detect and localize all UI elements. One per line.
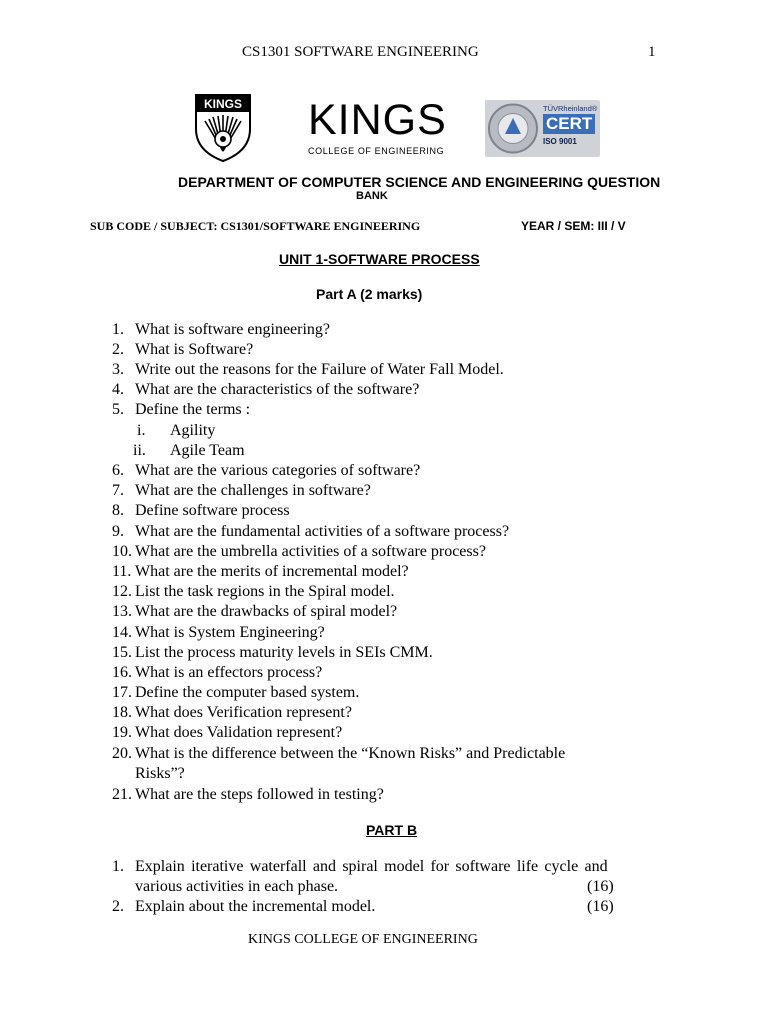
sub-item-text: Agile Team: [170, 442, 245, 459]
question-number: 1.: [112, 321, 124, 338]
question-text: Explain iterative waterfall and spiral model for software life cycle and: [135, 858, 608, 875]
page-footer: KINGS COLLEGE OF ENGINEERING: [248, 932, 478, 947]
cert-label: CERT: [543, 114, 595, 134]
question-number: 4.: [112, 381, 124, 398]
question-text: What is Software?: [135, 341, 254, 358]
question-text: What are the drawbacks of spiral model?: [135, 603, 398, 620]
question-number: 10.: [112, 543, 132, 560]
sub-item-number: ii.: [133, 442, 146, 459]
part-a-title: Part A (2 marks): [316, 286, 423, 302]
cert-iso-label: ISO 9001: [543, 137, 577, 146]
sub-item-text: Agility: [170, 422, 216, 439]
question-number: 13.: [112, 603, 132, 620]
subject-code: SUB CODE / SUBJECT: CS1301/SOFTWARE ENGINEERING: [90, 219, 421, 233]
question-number: 17.: [112, 684, 132, 701]
question-number: 20.: [112, 745, 132, 762]
question-text-continuation: various activities in each phase.: [135, 878, 339, 895]
question-text: Explain about the incremental model.: [135, 898, 376, 915]
question-text: What are the steps followed in testing?: [135, 786, 384, 803]
question-number: 3.: [112, 361, 124, 378]
question-number: 16.: [112, 664, 132, 681]
question-number: 7.: [112, 482, 124, 499]
question-number: 5.: [112, 401, 124, 418]
question-text: What is System Engineering?: [135, 624, 325, 641]
unit-title: UNIT 1-SOFTWARE PROCESS: [279, 251, 480, 267]
question-number: 19.: [112, 724, 132, 741]
page-header: CS1301 SOFTWARE ENGINEERING: [242, 44, 479, 60]
question-text: What does Verification represent?: [135, 704, 352, 721]
question-text: What does Validation represent?: [135, 724, 343, 741]
question-marks: (16): [587, 898, 614, 915]
question-number: 14.: [112, 624, 132, 641]
question-text: What is the difference between the “Known Risks” and Predictable: [135, 745, 566, 762]
question-number: 2.: [112, 341, 124, 358]
sub-item-number: i.: [137, 422, 146, 439]
part-b-title: PART B: [366, 822, 418, 838]
college-subtitle: COLLEGE OF ENGINEERING: [308, 146, 445, 156]
question-text-continuation: Risks”?: [135, 765, 185, 782]
question-marks: (16): [587, 878, 614, 895]
department-title-line1: DEPARTMENT OF COMPUTER SCIENCE AND ENGINEERING QUESTION: [178, 174, 661, 190]
question-text: List the task regions in the Spiral model.: [135, 583, 395, 600]
tuv-seal-icon: [485, 100, 541, 157]
question-text: What are the fundamental activities of a software process?: [135, 523, 510, 540]
shield-text: KINGS: [203, 97, 243, 111]
question-text: What are the umbrella activities of a software process?: [135, 543, 486, 560]
question-number: 11.: [112, 563, 132, 580]
department-title-line2: BANK: [356, 190, 388, 202]
year-semester: YEAR / SEM: III / V: [521, 219, 626, 233]
question-number: 21.: [112, 786, 132, 803]
question-text: Define the computer based system.: [135, 684, 360, 701]
question-number: 8.: [112, 502, 124, 519]
question-text: Write out the reasons for the Failure of Water Fall Model.: [135, 361, 504, 378]
question-text: What are the merits of incremental model?: [135, 563, 409, 580]
cert-tuv-label: TÜVRheinland®: [543, 104, 598, 113]
question-text: Define software process: [135, 502, 290, 519]
question-number: 18.: [112, 704, 132, 721]
question-text: What are the characteristics of the software?: [135, 381, 420, 398]
kings-wordmark: KINGS: [308, 96, 447, 144]
question-number: 9.: [112, 523, 124, 540]
question-number: 1.: [112, 858, 124, 875]
question-text: What is software engineering?: [135, 321, 331, 338]
question-text: List the process maturity levels in SEIs CMM.: [135, 644, 433, 661]
question-text: What are the challenges in software?: [135, 482, 371, 499]
tuv-cert-logo: [485, 100, 600, 157]
question-number: 6.: [112, 462, 124, 479]
question-text: What are the various categories of software?: [135, 462, 421, 479]
question-number: 12.: [112, 583, 132, 600]
question-text: Define the terms :: [135, 401, 251, 418]
question-number: 15.: [112, 644, 132, 661]
question-text: What is an effectors process?: [135, 664, 323, 681]
question-number: 2.: [112, 898, 124, 915]
page-number: 1: [648, 44, 656, 60]
kings-shield-logo: [193, 93, 253, 163]
